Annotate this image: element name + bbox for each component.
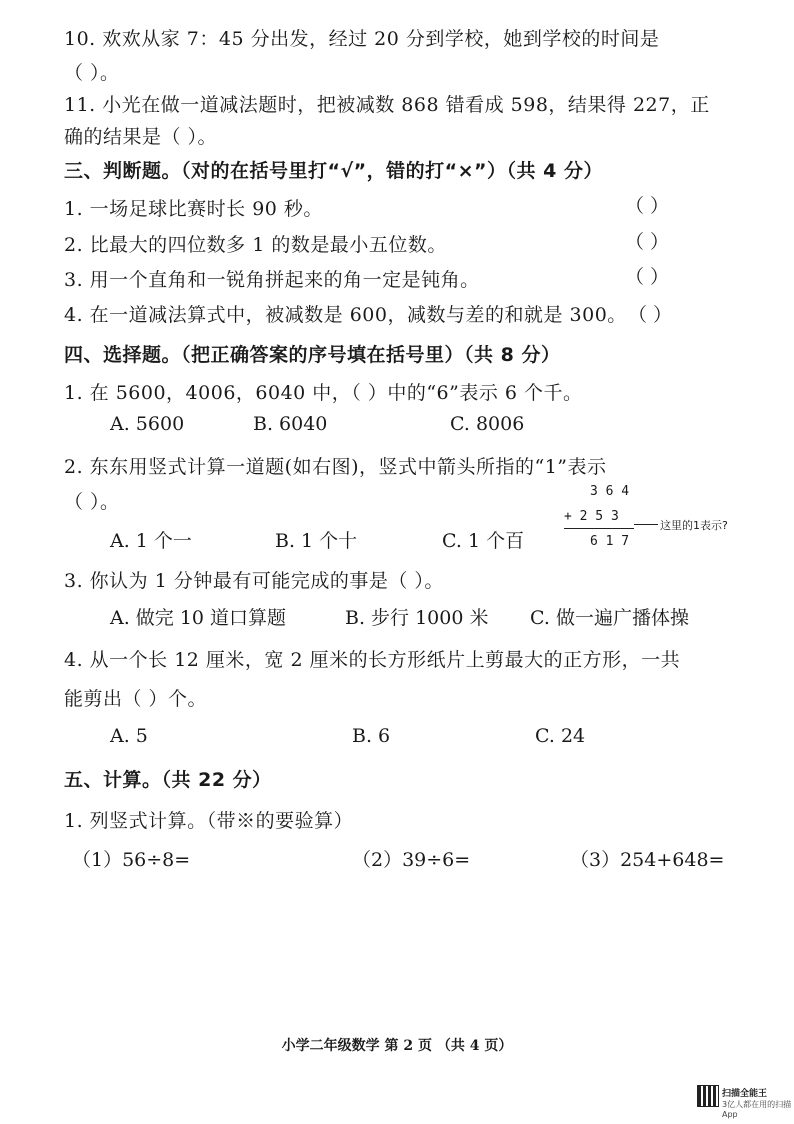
figure-bottom-number: 6 1 7	[590, 534, 630, 549]
choice-2-option-b: B. 1 个十	[275, 530, 358, 552]
figure-note: 这里的1表示?	[660, 519, 728, 532]
page-footer: 小学二年级数学 第 2 页 （共 4 页）	[281, 1038, 513, 1054]
section4-title: 四、选择题。（把正确答案的序号填在括号里）（共 8 分）	[64, 344, 561, 366]
judge-paren-4: （ ）	[628, 304, 673, 326]
calc-item-2: （2）39÷6=	[352, 849, 471, 871]
choice-3-option-c: C. 做一遍广播体操	[530, 607, 689, 629]
choice-4-option-b: B. 6	[352, 725, 391, 747]
choice-1-option-c: C. 8006	[450, 413, 525, 435]
judge-item-2: 2. 比最大的四位数多 1 的数是最小五位数。	[64, 234, 447, 256]
choice-3-question: 3. 你认为 1 分钟最有可能完成的事是（ ）。	[64, 570, 444, 592]
scanner-watermark	[722, 1086, 794, 1119]
judge-item-1: 1. 一场足球比赛时长 90 秒。	[64, 198, 323, 220]
choice-3-option-b: B. 步行 1000 米	[345, 607, 489, 629]
choice-4-option-c: C. 24	[535, 725, 586, 747]
judge-paren-3: （ ）	[625, 266, 670, 288]
figure-arrow	[634, 524, 658, 525]
choice-1-option-a: A. 5600	[110, 413, 185, 435]
choice-4-question-line2: 能剪出（ ）个。	[64, 688, 208, 710]
choice-2-option-a: A. 1 个一	[110, 530, 192, 552]
qr-code-icon	[697, 1085, 719, 1107]
section3-title: 三、判断题。（对的在括号里打“√”，错的打“×”）（共 4 分）	[64, 160, 603, 182]
calc-item-1: （1）56÷8=	[72, 849, 191, 871]
figure-rule	[564, 528, 634, 529]
choice-3-option-a: A. 做完 10 道口算题	[110, 607, 287, 629]
figure-mid-number: + 2 5 3	[564, 509, 619, 524]
choice-2-question-line2: （ ）。	[64, 491, 120, 513]
judge-paren-1: （ ）	[625, 195, 670, 217]
section5-title: 五、计算。（共 22 分）	[64, 769, 272, 791]
figure-top-number: 3 6 4	[590, 484, 630, 499]
choice-2-question: 2. 东东用竖式计算一道题(如右图)，竖式中箭头所指的“1”表示	[64, 456, 607, 478]
vertical-calc-figure	[560, 484, 760, 554]
q10-line2: （ ）。	[64, 62, 120, 84]
judge-item-3: 3. 用一个直角和一锐角拼起来的角一定是钝角。	[64, 269, 480, 291]
judge-paren-2: （ ）	[625, 231, 670, 253]
choice-1-question: 1. 在 5600，4006，6040 中，（ ）中的“6”表示 6 个千。	[64, 382, 583, 404]
watermark-title: 扫描全能王	[722, 1089, 768, 1099]
judge-item-4: 4. 在一道减法算式中，被减数是 600，减数与差的和就是 300。	[64, 304, 627, 326]
choice-2-option-c: C. 1 个百	[442, 530, 525, 552]
calc-item-3: （3）254+648=	[570, 849, 725, 871]
choice-4-question: 4. 从一个长 12 厘米，宽 2 厘米的长方形纸片上剪最大的正方形，一共	[64, 649, 681, 671]
q10-line1: 10. 欢欢从家 7：45 分出发，经过 20 分到学校，她到学校的时间是	[64, 28, 660, 50]
choice-1-option-b: B. 6040	[253, 413, 328, 435]
choice-4-option-a: A. 5	[110, 725, 148, 747]
calc-instruction: 1. 列竖式计算。（带※的要验算）	[64, 810, 354, 832]
watermark-subtitle: 3亿人都在用的扫描App	[722, 1100, 792, 1119]
q11-line2: 确的结果是（ ）。	[64, 126, 218, 148]
q11-line1: 11. 小光在做一道减法题时，把被减数 868 错看成 598，结果得 227，正	[64, 94, 710, 116]
